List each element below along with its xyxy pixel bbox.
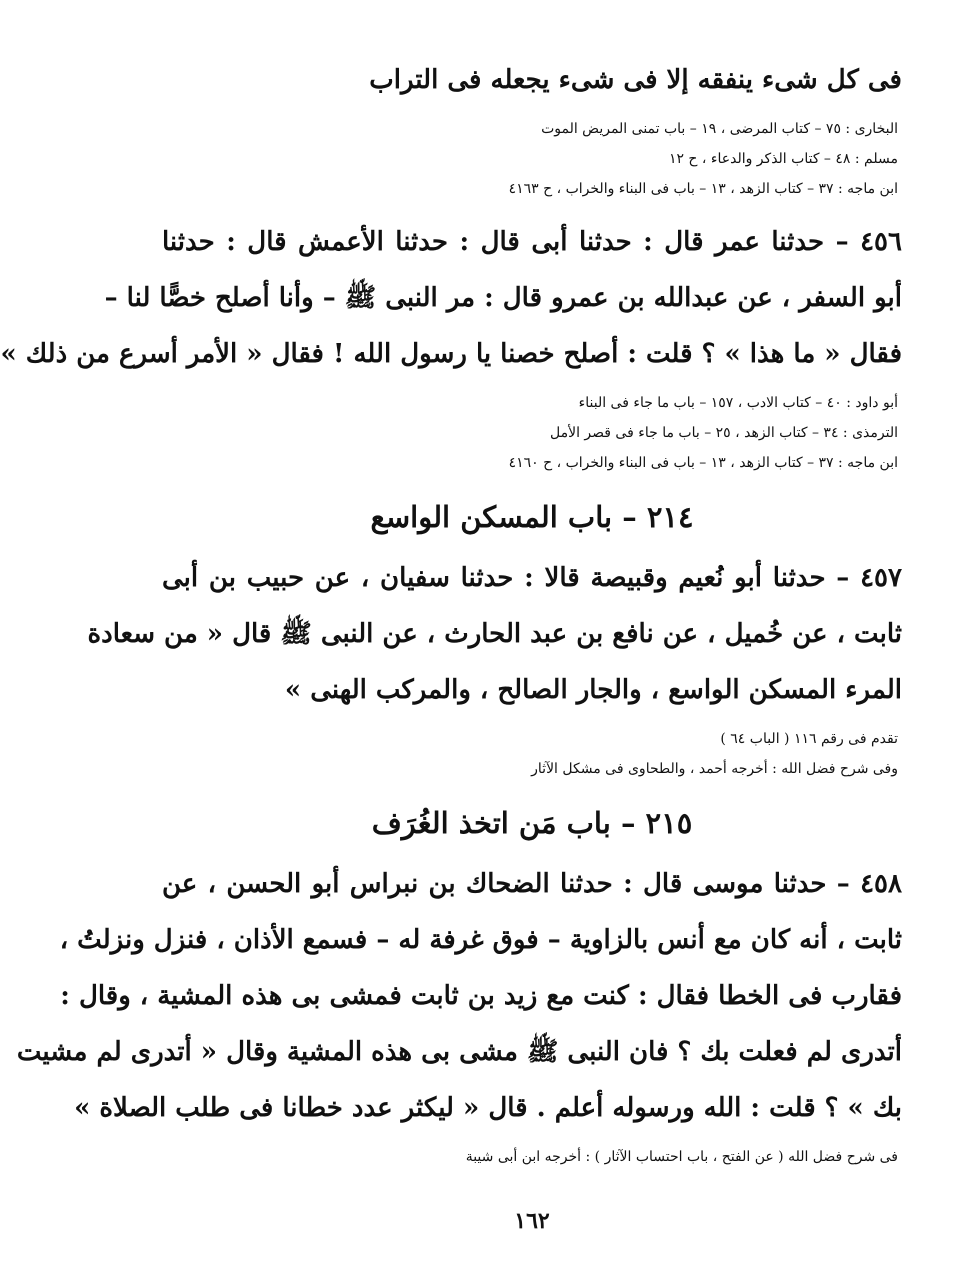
reference-block-456 (162, 388, 902, 478)
hadith-458 (16, 856, 902, 1136)
continued-text-line: فى كل شىء ينفقه إلا فى شىء يجعله فى التراب (369, 65, 902, 95)
reference-block-458 (162, 1142, 902, 1172)
reference-line: ابن ماجه : ٣٧ – كتاب الزهد ، ١٣ – باب فى البناء والخراب ، ح ٤١٦٠ (508, 455, 898, 471)
hadith-line: أتدرى لم فعلت بك ؟ فان النبى ﷺ مشى بى هذه المشية وقال « أتدرى لم مشيت (16, 1037, 902, 1067)
hadith-line: أبو السفر ، عن عبدالله بن عمرو قال : مر النبى ﷺ – وأنا أصلح خصًّا لنا – (104, 283, 902, 313)
reference-block-top (162, 114, 902, 204)
hadith-line: ثابت ، عن خُميل ، عن نافع بن عبد الحارث ، عن النبى ﷺ قال « من سعادة (87, 619, 902, 649)
hadith-line: بك » ؟ قلت : الله ورسوله أعلم . قال « ليكثر عدد خطانا فى طلب الصلاة » (74, 1093, 902, 1123)
chapter-heading-215: ٢١٥ – باب مَن اتخذ الغُرَف (371, 806, 693, 840)
reference-line: البخارى : ٧٥ – كتاب المرضى ، ١٩ – باب تمنى المريض الموت (541, 121, 898, 137)
hadith-line: ٤٥٦ – حدثنا عمر قال : حدثنا أبى قال : حدثنا الأعمش قال : حدثنا (162, 227, 902, 257)
hadith-line: المرء المسكن الواسع ، والجار الصالح ، والمركب الهنى » (284, 675, 902, 705)
reference-block-457 (162, 724, 902, 784)
hadith-line: ثابت ، أنه كان مع أنس بالزاوية – فوق غرفة له – فسمع الأذان ، فنزل ونزلتُ ، (59, 925, 902, 955)
reference-line: ابن ماجه : ٣٧ – كتاب الزهد ، ١٣ – باب فى البناء والخراب ، ح ٤١٦٣ (508, 181, 898, 197)
hadith-line: فقارب فى الخطا فقال : كنت مع زيد بن ثابت فمشى بى هذه المشية ، وقال : (60, 981, 902, 1011)
reference-line: فى شرح فضل الله ( عن الفتح ، باب احتساب الآثار ) : أخرجه ابن أبى شيبة (465, 1149, 898, 1165)
page-number: ١٦٢ (514, 1208, 550, 1234)
hadith-457 (87, 550, 902, 718)
chapter-heading-214: ٢١٤ – باب المسكن الواسع (370, 500, 694, 534)
reference-line: الترمذى : ٣٤ – كتاب الزهد ، ٢٥ – باب ما جاء فى قصر الأمل (550, 425, 898, 441)
reference-line: وفى شرح فضل الله : أخرجه أحمد ، والطحاوى فى مشكل الآثار (531, 761, 898, 777)
reference-line: مسلم : ٤٨ – كتاب الذكر والدعاء ، ح ١٢ (668, 151, 898, 167)
reference-line: أبو داود : ٤٠ – كتاب الادب ، ١٥٧ – باب ما جاء فى البناء (578, 395, 898, 411)
hadith-line: ٤٥٨ – حدثنا موسى قال : حدثنا الضحاك بن نبراس أبو الحسن ، عن (162, 869, 902, 899)
hadith-line: ٤٥٧ – حدثنا أبو نُعيم وقبيصة قالا : حدثنا سفيان ، عن حبيب بن أبى (162, 563, 902, 593)
hadith-456 (0, 214, 902, 382)
reference-line: تقدم فى رقم ١١٦ ( الباب ٦٤ ) (720, 731, 898, 747)
hadith-line: فقال « ما هذا » ؟ قلت : أصلح خصنا يا رسول الله ! فقال « الأمر أسرع من ذلك » (0, 339, 902, 369)
